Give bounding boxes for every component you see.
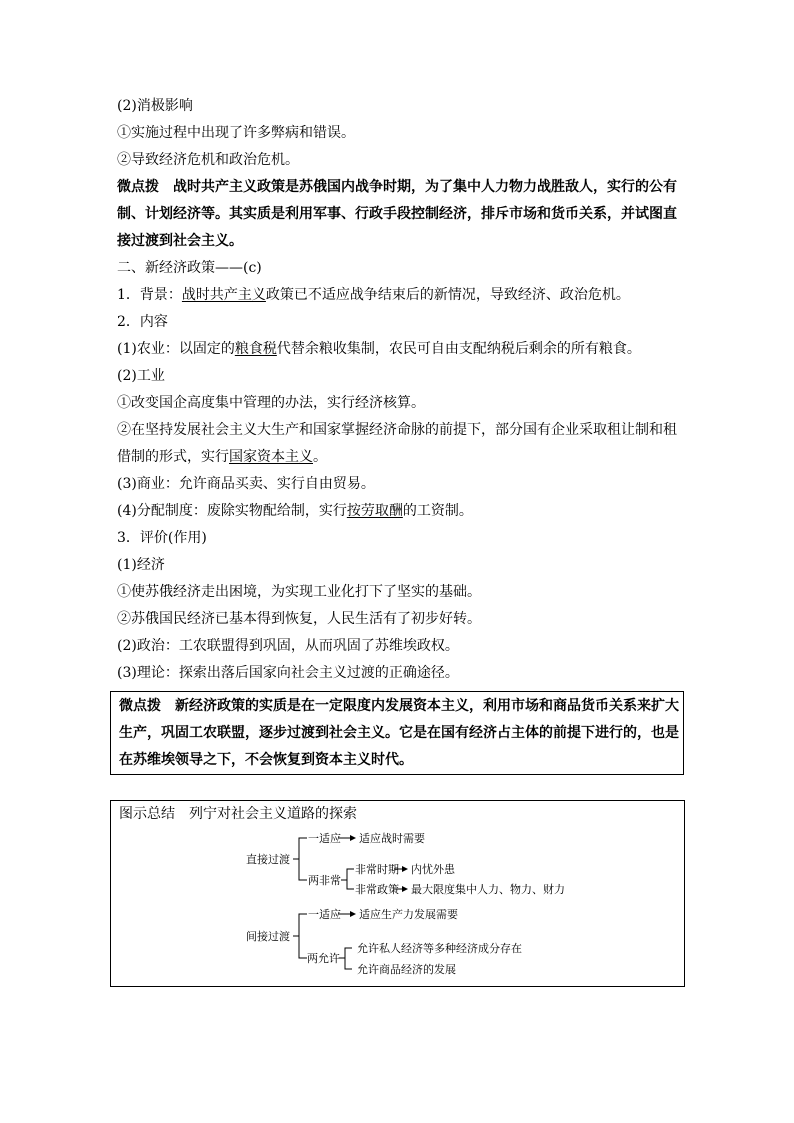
label-internal-external-troubles: 内忧外患 [411, 863, 455, 876]
summary-diagram-box [110, 800, 685, 987]
text-line [117, 285, 630, 305]
tip-box-line: 在苏维埃领导之下，不会恢复到资本主义时代。 [119, 752, 413, 768]
label-two-extraordinary: 两非常 [308, 874, 341, 887]
tip-line: 微点拨 战时共产主义政策是苏俄国内战争时期，为了集中人力物力战胜敌人，实行的公有 [117, 179, 677, 195]
text-line: ②苏俄国民经济已基本得到恢复，人民生活有了初步好转。 [117, 611, 481, 627]
text-line: ①使苏俄经济走出困境，为实现工业化打下了坚实的基础。 [117, 584, 481, 600]
diagram-caption: 图示总结 列宁对社会主义道路的探索 [119, 806, 357, 822]
text-line: (3)理论：探索出落后国家向社会主义过渡的正确途径。 [117, 665, 459, 681]
text-span: 政策已不适应战争结束后的新情况，导致经济、政治危机。 [265, 287, 630, 303]
text-line: ①改变国企高度集中管理的办法，实行经济核算。 [117, 395, 425, 411]
label-extraordinary-policy: 非常政策 [355, 883, 399, 896]
label-one-adapt: 一适应 [308, 908, 341, 921]
brace-two-extraordinary [341, 869, 354, 889]
brace-indirect [293, 914, 307, 958]
text-line [117, 447, 327, 467]
subheading: 2．内容 [117, 314, 168, 330]
section-heading-nep: 二、新经济政策——(c) [117, 260, 262, 276]
text-span: (4)分配制度：废除实物配给制，实行 [117, 503, 347, 519]
brace-direct [293, 838, 307, 880]
key-term: 粮食税 [234, 341, 277, 357]
text-span: 的工资制。 [402, 503, 473, 519]
text-span: 。 [313, 449, 327, 465]
tip-box [110, 691, 684, 775]
key-term: 按劳取酬 [346, 503, 403, 519]
text-line [117, 501, 473, 521]
text-line: ②在坚持发展社会主义大生产和国家掌握经济命脉的前提下，部分国有企业采取租让制和租 [117, 422, 677, 438]
text-span: 借制的形式，实行 [117, 449, 229, 465]
text-line [117, 339, 641, 359]
key-term: 战时共产主义 [181, 287, 266, 303]
heading-negative-impact: (2)消极影响 [117, 98, 193, 114]
text-line: (1)经济 [117, 557, 165, 573]
label-extraordinary-period: 非常时期 [355, 863, 399, 876]
text-line: (2)政治：工农联盟得到巩固，从而巩固了苏维埃政权。 [117, 638, 459, 654]
text-line: ①实施过程中出现了许多弊病和错误。 [117, 125, 355, 141]
label-two-allowances: 两允许 [307, 952, 340, 965]
tip-line: 接过渡到社会主义。 [117, 233, 243, 249]
tip-box-line: 微点拨 新经济政策的实质是在一定限度内发展资本主义，利用市场和商品货币关系来扩大 [119, 698, 679, 714]
text-span: 1．背景： [117, 287, 182, 303]
brace-two-allowances [339, 948, 352, 969]
label-indirect-transition: 间接过渡 [246, 930, 290, 943]
text-line: (3)商业：允许商品买卖、实行自由贸易。 [117, 476, 375, 492]
label-wartime-needs: 适应战时需要 [359, 832, 425, 845]
text-span: 代替余粮收集制，农民可自由支配纳税后剩余的所有粮食。 [276, 341, 641, 357]
label-max-concentration: 最大限度集中人力、物力、财力 [411, 883, 565, 896]
label-productivity-needs: 适应生产力发展需要 [359, 908, 458, 921]
label-allow-private-economy: 允许私人经济等多种经济成分存在 [357, 942, 522, 955]
text-line: (2)工业 [117, 368, 165, 384]
label-allow-commodity-economy: 允许商品经济的发展 [357, 963, 456, 976]
text-span: (1)农业：以固定的 [117, 341, 235, 357]
tip-line: 制、计划经济等。其实质是利用军事、行政手段控制经济，排斥市场和货币关系，并试图直 [117, 206, 677, 222]
summary-diagram [111, 801, 684, 986]
text-line: ②导致经济危机和政治危机。 [117, 152, 299, 168]
tip-box-line: 生产，巩固工农联盟，逐步过渡到社会主义。它是在国有经济占主体的前提下进行的，也是 [119, 725, 679, 741]
subheading: 3．评价(作用) [117, 530, 207, 546]
label-direct-transition: 直接过渡 [246, 853, 290, 866]
label-one-adapt: 一适应 [308, 832, 341, 845]
key-term: 国家资本主义 [229, 449, 313, 465]
